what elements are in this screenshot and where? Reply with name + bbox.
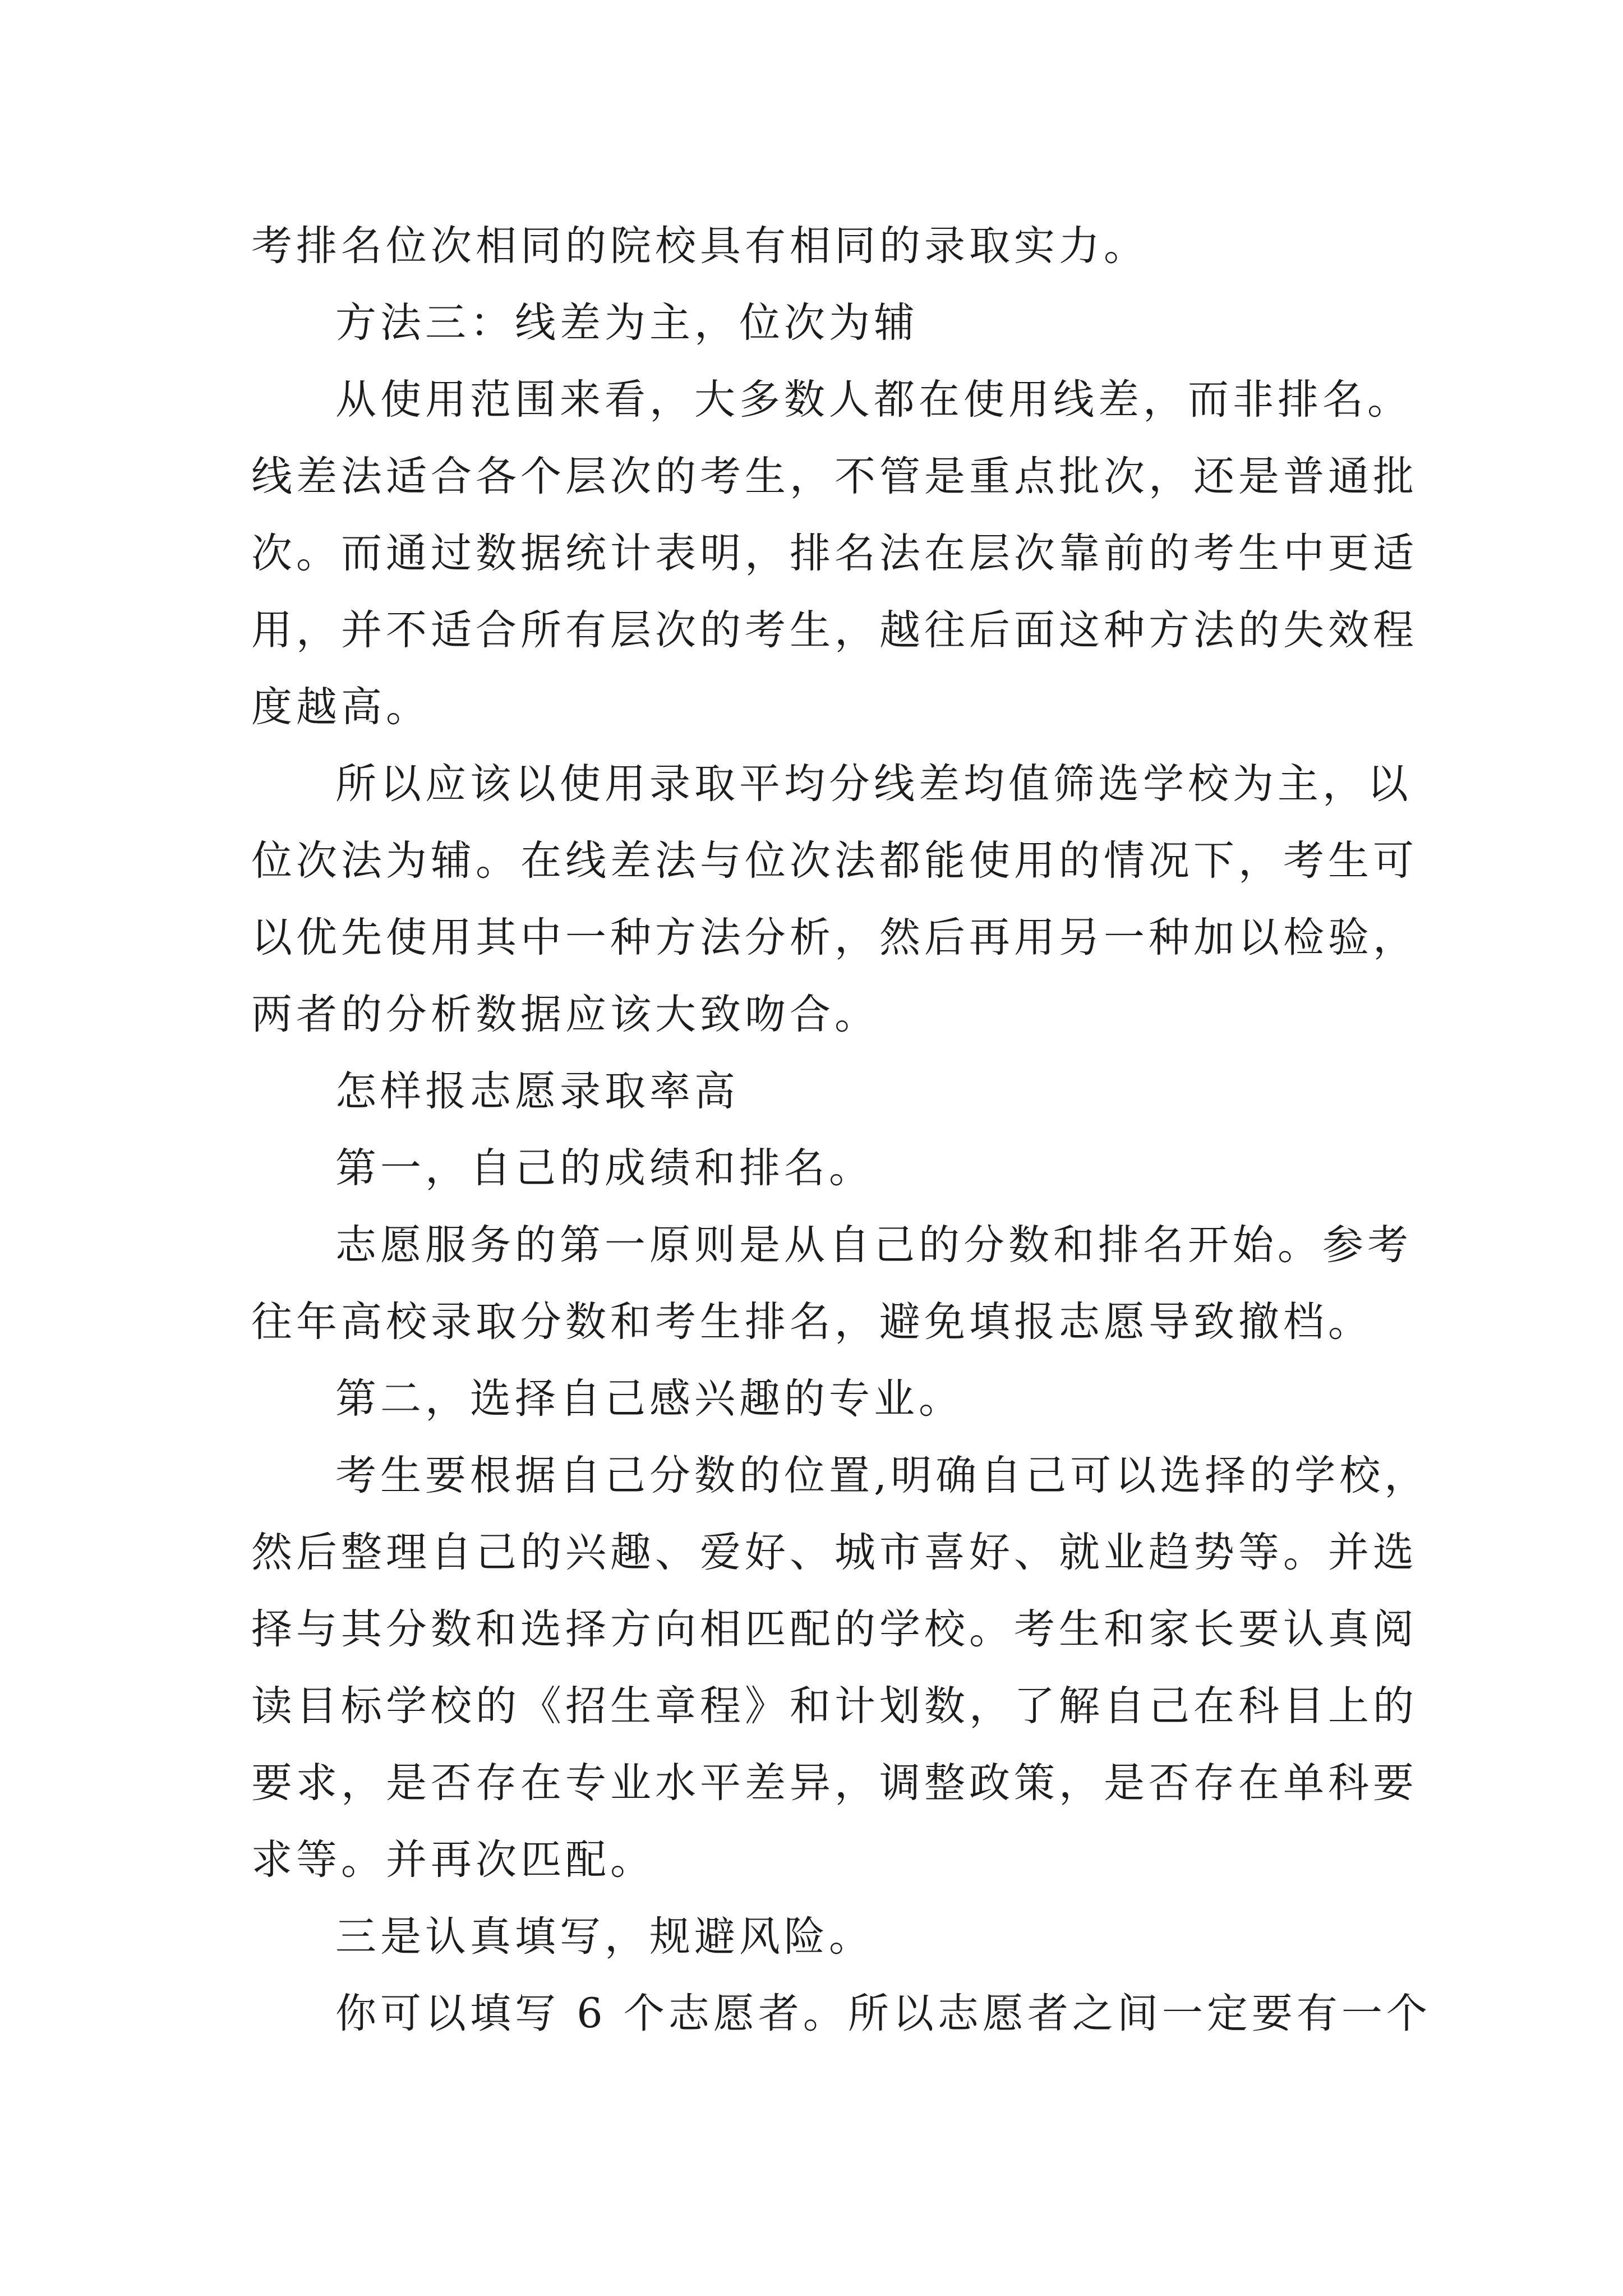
text-line: 用，并不适合所有层次的考生，越往后面这种方法的失效程 <box>251 606 1418 654</box>
text-line: 位次法为辅。在线差法与位次法都能使用的情况下，考生可 <box>251 837 1418 885</box>
text-line: 次。而通过数据统计表明，排名法在层次靠前的考生中更适 <box>251 530 1418 577</box>
text-line: 你可以填写 6 个志愿者。所以志愿者之间一定要有一个 <box>335 1990 1431 2037</box>
text-line: 读目标学校的《招生章程》和计划数，了解自己在科目上的 <box>251 1682 1418 1730</box>
text-line: 以优先使用其中一种方法分析，然后再用另一种加以检验， <box>251 914 1418 961</box>
text-line: 择与其分数和选择方向相匹配的学校。考生和家长要认真阅 <box>251 1605 1418 1653</box>
text-line: 怎样报志愿录取率高 <box>335 1068 739 1115</box>
text-line: 第二，选择自己感兴趣的专业。 <box>335 1375 963 1423</box>
text-line: 方法三：线差为主，位次为辅 <box>335 299 919 347</box>
text-line: 志愿服务的第一原则是从自己的分数和排名开始。参考 <box>335 1221 1412 1269</box>
text-line: 第一，自己的成绩和排名。 <box>335 1144 874 1192</box>
body-text <box>251 208 1431 2052</box>
text-line: 所以应该以使用录取平均分线差均值筛选学校为主，以 <box>335 760 1412 808</box>
text-line: 从使用范围来看，大多数人都在使用线差，而非排名。 <box>335 376 1412 424</box>
text-line: 要求，是否存在专业水平差异，调整政策，是否存在单科要 <box>251 1759 1418 1807</box>
text-line: 考排名位次相同的院校具有相同的录取实力。 <box>251 222 1149 270</box>
text-line: 度越高。 <box>251 683 431 731</box>
text-line: 线差法适合各个层次的考生，不管是重点批次，还是普通批 <box>251 453 1418 500</box>
text-line: 两者的分析数据应该大致吻合。 <box>251 991 879 1038</box>
text-line: 求等。并再次匹配。 <box>251 1836 655 1884</box>
text-line: 然后整理自己的兴趣、爱好、城市喜好、就业趋势等。并选 <box>251 1529 1418 1576</box>
text-line: 考生要根据自己分数的位置,明确自己可以选择的学校， <box>335 1452 1430 1499</box>
text-line: 三是认真填写，规避风险。 <box>335 1913 874 1961</box>
text-line: 往年高校录取分数和考生排名，避免填报志愿导致撤档。 <box>251 1298 1373 1346</box>
